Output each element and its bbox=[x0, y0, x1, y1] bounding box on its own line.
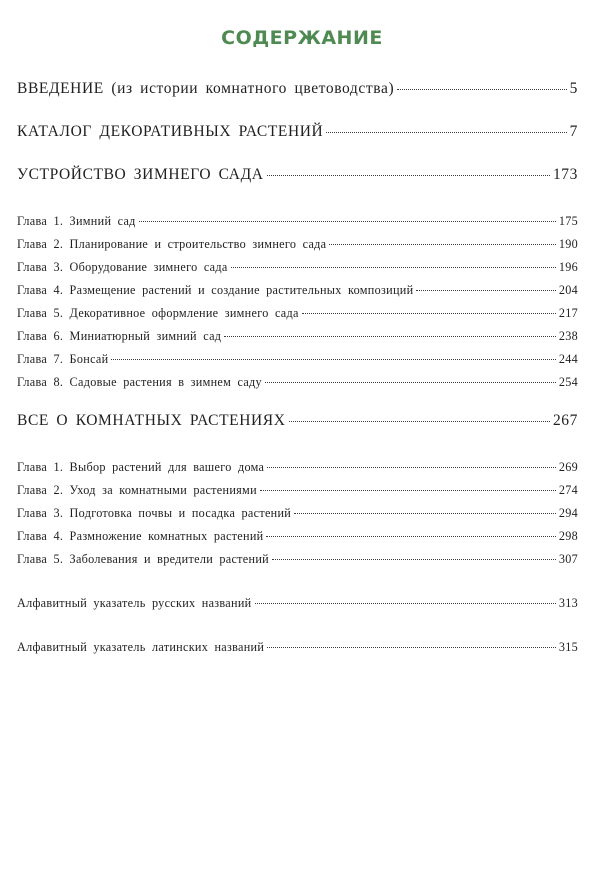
dot-leader bbox=[289, 421, 550, 422]
toc-entry-label: КАТАЛОГ ДЕКОРАТИВНЫХ РАСТЕНИЙ bbox=[17, 123, 324, 140]
toc-chapter[interactable] bbox=[17, 306, 578, 321]
toc-entry-label: ВВЕДЕНИЕ (из истории комнатного цветоводства) bbox=[17, 80, 395, 97]
toc-chapter-label: Глава 2. Планирование и строительство зимнего сада bbox=[17, 237, 327, 251]
toc-entry-label: ВСЕ О КОМНАТНЫХ РАСТЕНИЯХ bbox=[17, 412, 286, 429]
toc-chapter-page: 190 bbox=[558, 237, 578, 251]
toc-chapter-page: 254 bbox=[558, 375, 578, 389]
toc-chapter-label: Глава 3. Подготовка почвы и посадка растений bbox=[17, 506, 292, 520]
toc-chapter-page: 238 bbox=[558, 329, 578, 343]
dot-leader bbox=[224, 336, 556, 337]
toc-chapter-page: 307 bbox=[558, 552, 578, 566]
toc-entry-houseplants[interactable] bbox=[17, 412, 578, 430]
toc-chapter[interactable] bbox=[17, 483, 578, 498]
dot-leader bbox=[139, 221, 556, 222]
toc-chapter-page: 269 bbox=[558, 460, 578, 474]
dot-leader bbox=[255, 603, 556, 604]
toc-chapter-page: 294 bbox=[558, 506, 578, 520]
toc-chapter-label: Глава 4. Размножение комнатных растений bbox=[17, 529, 264, 543]
toc-chapter[interactable] bbox=[17, 260, 578, 275]
dot-leader bbox=[266, 536, 555, 537]
toc-chapter-label: Глава 8. Садовые растения в зимнем саду bbox=[17, 375, 262, 389]
toc-index-russian[interactable] bbox=[17, 596, 578, 611]
toc-chapter[interactable] bbox=[17, 237, 578, 252]
toc-entry-page: 173 bbox=[552, 166, 578, 183]
toc-chapter[interactable] bbox=[17, 552, 578, 567]
toc-chapter-page: 274 bbox=[558, 483, 578, 497]
dot-leader bbox=[260, 490, 556, 491]
toc-chapter[interactable] bbox=[17, 283, 578, 298]
toc-chapter[interactable] bbox=[17, 329, 578, 344]
toc-chapter[interactable] bbox=[17, 375, 578, 390]
toc-chapter-label: Глава 2. Уход за комнатными растениями bbox=[17, 483, 257, 497]
toc-entry-introduction[interactable] bbox=[17, 80, 578, 98]
dot-leader bbox=[111, 359, 555, 360]
toc-entry-winter-garden[interactable] bbox=[17, 166, 578, 184]
toc-index-page: 313 bbox=[558, 596, 578, 610]
dot-leader bbox=[267, 175, 550, 176]
toc-entry-page: 7 bbox=[569, 123, 578, 140]
toc-chapter-page: 298 bbox=[558, 529, 578, 543]
toc-chapter-label: Глава 5. Декоративное оформление зимнего сада bbox=[17, 306, 299, 320]
dot-leader bbox=[267, 647, 556, 648]
toc-entry-page: 5 bbox=[569, 80, 578, 97]
toc-chapter-label: Глава 7. Бонсай bbox=[17, 352, 109, 366]
dot-leader bbox=[265, 382, 556, 383]
toc-chapter-page: 217 bbox=[558, 306, 578, 320]
toc-chapter-label: Глава 6. Миниатюрный зимний сад bbox=[17, 329, 222, 343]
toc-chapter-page: 244 bbox=[558, 352, 578, 366]
dot-leader bbox=[272, 559, 556, 560]
dot-leader bbox=[231, 267, 556, 268]
toc-index-latin[interactable] bbox=[17, 640, 578, 655]
toc-chapter-page: 175 bbox=[558, 214, 578, 228]
toc-entry-label: УСТРОЙСТВО ЗИМНЕГО САДА bbox=[17, 166, 264, 183]
dot-leader bbox=[397, 89, 566, 90]
toc-entry-page: 267 bbox=[552, 412, 578, 429]
dot-leader bbox=[267, 467, 556, 468]
toc-chapter-label: Глава 4. Размещение растений и создание растительных композиций bbox=[17, 283, 414, 297]
toc-chapter[interactable] bbox=[17, 529, 578, 544]
dot-leader bbox=[326, 132, 566, 133]
toc-chapter[interactable] bbox=[17, 460, 578, 475]
toc-index-label: Алфавитный указатель русских названий bbox=[17, 596, 252, 610]
dot-leader bbox=[329, 244, 555, 245]
dot-leader bbox=[302, 313, 556, 314]
page-title: СОДЕРЖАНИЕ bbox=[221, 27, 383, 49]
toc-chapter-label: Глава 5. Заболевания и вредители растений bbox=[17, 552, 269, 566]
toc-index-page: 315 bbox=[558, 640, 578, 654]
toc-chapter[interactable] bbox=[17, 214, 578, 229]
toc-chapter[interactable] bbox=[17, 506, 578, 521]
toc-chapter[interactable] bbox=[17, 352, 578, 367]
toc-chapter-page: 196 bbox=[558, 260, 578, 274]
toc-entry-catalog[interactable] bbox=[17, 123, 578, 141]
dot-leader bbox=[294, 513, 556, 514]
toc-chapter-label: Глава 1. Зимний сад bbox=[17, 214, 136, 228]
toc-chapter-label: Глава 3. Оборудование зимнего сада bbox=[17, 260, 228, 274]
toc-index-label: Алфавитный указатель латинских названий bbox=[17, 640, 265, 654]
dot-leader bbox=[416, 290, 555, 291]
toc-chapter-label: Глава 1. Выбор растений для вашего дома bbox=[17, 460, 265, 474]
toc-chapter-page: 204 bbox=[558, 283, 578, 297]
